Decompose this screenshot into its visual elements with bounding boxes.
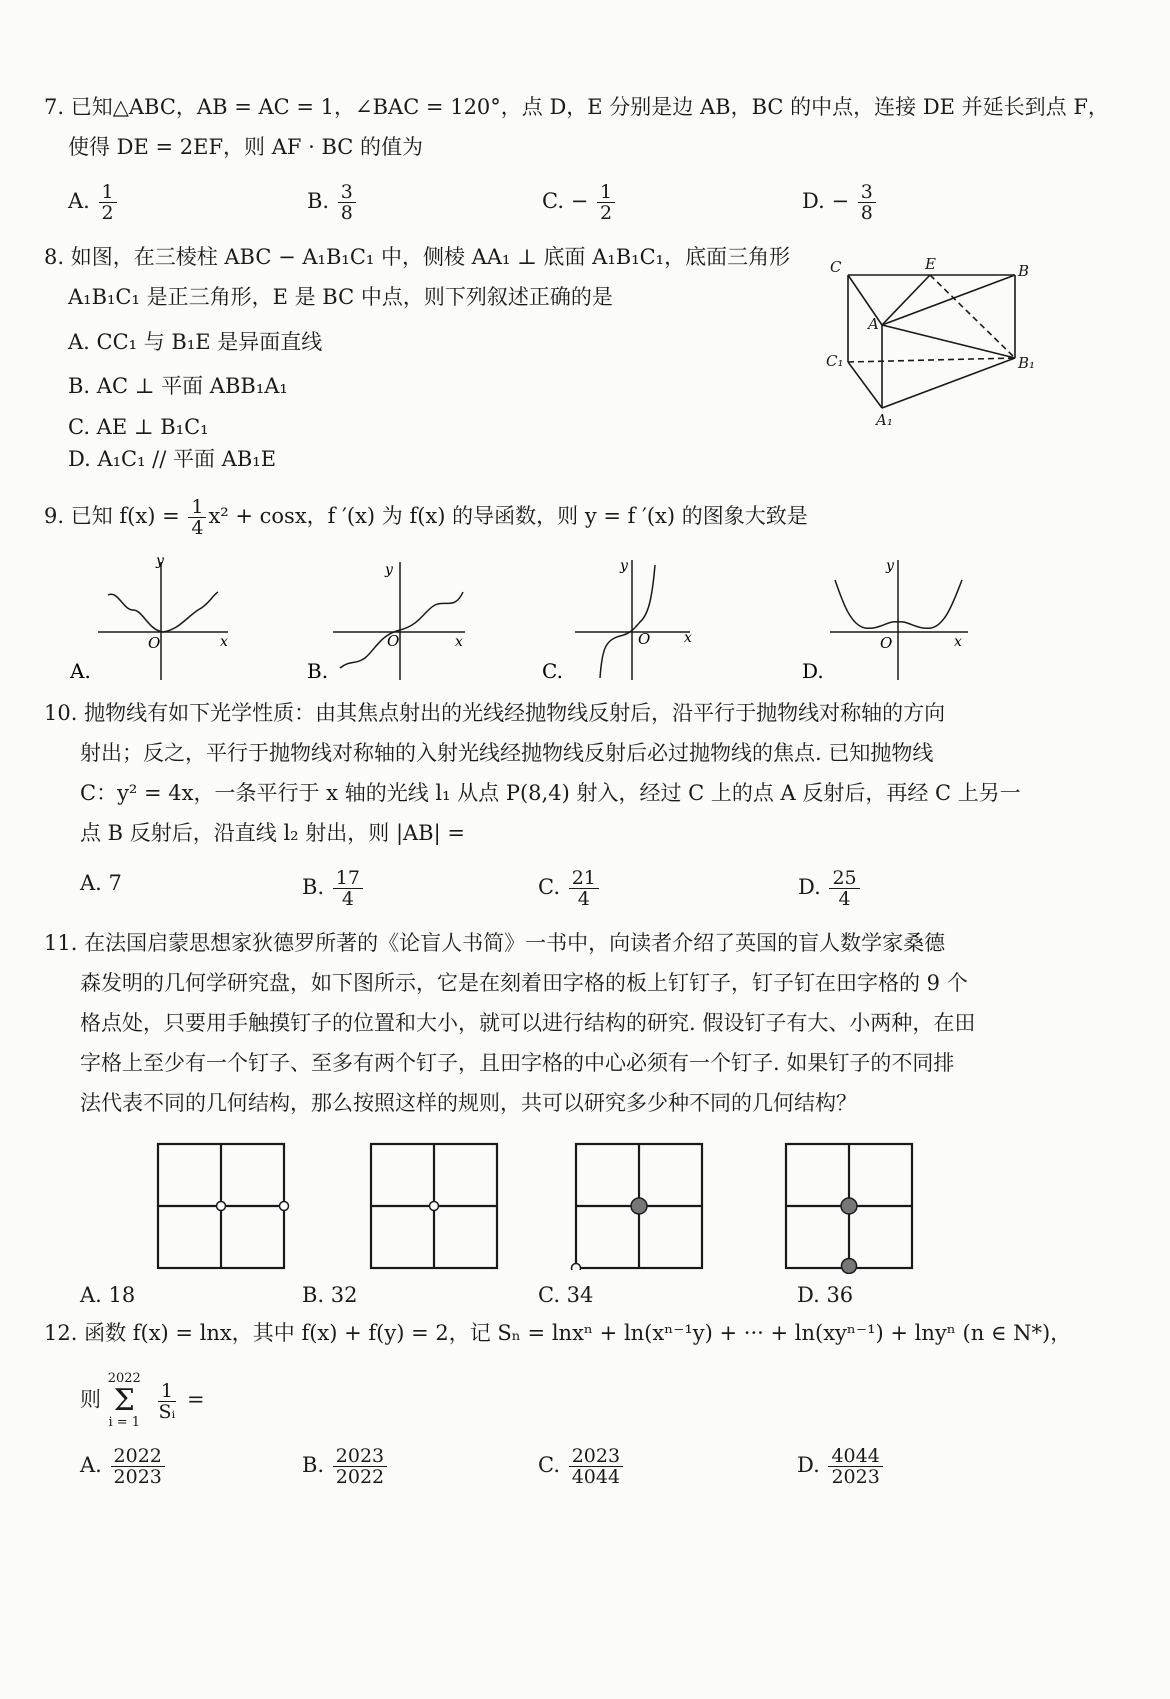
axis-y: y <box>385 562 393 578</box>
q9-line: 9. 已知 f(x) = $\frac{1}{4}$ x² + cosx，f ′(x) 为 f(x) 的导函数，则 y = f ′(x) 的图象大致是 <box>44 496 808 539</box>
axis-x: x <box>684 630 692 646</box>
prism-figure <box>820 250 1050 440</box>
q10-option-a: A. 7 <box>80 871 122 895</box>
q12-option-c: C. $\frac{2023}{4044}$ <box>538 1446 625 1487</box>
q10-line3: C：y² = 4x，一条平行于 x 轴的光线 l₁ 从点 P(8,4) 射入，经过 C 上的点 A 反射后，再经 C 上另一 <box>80 781 1021 805</box>
axis-x: x <box>954 634 962 650</box>
graph-label-c: C. <box>542 659 563 683</box>
q11-option-b: B. 32 <box>302 1283 358 1307</box>
q11-line5: 法代表不同的几何结构，那么按照这样的规则，共可以研究多少种不同的几何结构？ <box>80 1091 857 1115</box>
axis-y: y <box>156 553 164 569</box>
graph-b <box>305 550 485 690</box>
q11-line4: 字格上至少有一个钉子、至多有两个钉子，且田字格的中心必须有一个钉子. 如果钉子的不同排 <box>80 1051 955 1075</box>
q11-line3: 格点处，只要用手触摸钉子的位置和大小，就可以进行结构的研究. 假设钉子有大、小两种，在田 <box>80 1011 976 1035</box>
axis-y: y <box>620 558 628 574</box>
board-b <box>365 1140 505 1270</box>
label-c1: C₁ <box>826 352 844 370</box>
graph-label-a: A. <box>70 659 91 683</box>
q12-option-d: D. $\frac{4044}{2023}$ <box>797 1446 885 1487</box>
q11-option-a: A. 18 <box>80 1283 136 1307</box>
q8-line2: A₁B₁C₁ 是正三角形，E 是 BC 中点，则下列叙述正确的是 <box>68 285 613 309</box>
sum-symbol: 2022 Σ i = 1 <box>107 1371 141 1430</box>
q7-option-b: B. $\frac{3}{8}$ <box>307 182 358 223</box>
graph-label-b: B. <box>307 659 329 683</box>
label-a1: A₁ <box>876 411 893 429</box>
graph-label-d: D. <box>802 659 824 683</box>
q10-option-c: C. $\frac{21}{4}$ <box>538 868 601 909</box>
q12-option-a: A. $\frac{2022}{2023}$ <box>80 1446 167 1487</box>
board-c <box>570 1140 710 1270</box>
axis-y: y <box>886 558 894 574</box>
axis-x: x <box>220 634 228 650</box>
origin: O <box>148 634 161 652</box>
origin: O <box>880 634 893 652</box>
q10-line4: 点 B 反射后，沿直线 l₂ 射出，则 |AB| = <box>80 821 465 845</box>
board-a <box>152 1140 292 1270</box>
q10-line2: 射出；反之，平行于抛物线对称轴的入射光线经抛物线反射后必过抛物线的焦点. 已知抛物线 <box>80 741 934 765</box>
q12-option-b: B. $\frac{2023}{2022}$ <box>302 1446 389 1487</box>
label-c: C <box>830 258 842 276</box>
label-b: B <box>1018 262 1030 280</box>
q8-option-a: A. CC₁ 与 B₁E 是异面直线 <box>68 330 323 354</box>
q11-option-c: C. 34 <box>538 1283 594 1307</box>
origin: O <box>387 632 400 650</box>
q11-line2: 森发明的几何学研究盘，如下图所示，它是在刻着田字格的板上钉钉子，钉子钉在田字格的 9 个 <box>80 971 968 995</box>
graph-d <box>800 550 980 690</box>
q11-line1: 11. 在法国启蒙思想家狄德罗所著的《论盲人书简》一书中，向读者介绍了英国的盲人数学家桑德 <box>44 931 946 955</box>
q7-option-a: A. $\frac{1}{2}$ <box>68 182 119 223</box>
q10-option-d: D. $\frac{25}{4}$ <box>798 868 862 909</box>
graph-a <box>68 550 248 690</box>
q8-option-c: C. AE ⊥ B₁C₁ <box>68 415 209 439</box>
label-a: A <box>868 315 879 333</box>
board-d <box>780 1140 920 1274</box>
origin: O <box>638 630 651 648</box>
q7-option-d: D. − $\frac{3}{8}$ <box>802 182 878 223</box>
axis-x: x <box>455 634 463 650</box>
q7-option-c: C. − $\frac{1}{2}$ <box>542 182 617 223</box>
q12-line1: 12. 函数 f(x) = lnx，其中 f(x) + f(y) = 2，记 Sₙ = lnxⁿ + ln(xⁿ⁻¹y) + ··· + ln(xyⁿ⁻¹) + lnyⁿ (n ∈ N*)， <box>44 1321 1072 1345</box>
q8-option-d: D. A₁C₁ // 平面 AB₁E <box>68 447 277 471</box>
label-b1: B₁ <box>1018 354 1036 372</box>
q10-option-b: B. $\frac{17}{4}$ <box>302 868 365 909</box>
q10-line1: 10. 抛物线有如下光学性质：由其焦点射出的光线经抛物线反射后，沿平行于抛物线对称轴的方向 <box>44 701 946 725</box>
q12-sum-line: 则 2022 Σ i = 1 $\frac{1}{\text{Sᵢ}}$ = <box>80 1371 205 1430</box>
q7-line1: 7. 已知△ABC，AB = AC = 1，∠BAC = 120°，点 D，E 分别是边 AB，BC 的中点，连接 DE 并延长到点 F， <box>44 95 1109 119</box>
q7-line2: 使得 DE = 2EF，则 AF · BC 的值为 <box>68 135 424 159</box>
graph-c <box>540 550 720 690</box>
q8-line1: 8. 如图，在三棱柱 ABC − A₁B₁C₁ 中，侧棱 AA₁ ⊥ 底面 A₁B₁C₁，底面三角形 <box>44 245 791 269</box>
label-e: E <box>925 255 936 273</box>
q8-option-b: B. AC ⊥ 平面 ABB₁A₁ <box>68 374 288 398</box>
q11-option-d: D. 36 <box>797 1283 854 1307</box>
